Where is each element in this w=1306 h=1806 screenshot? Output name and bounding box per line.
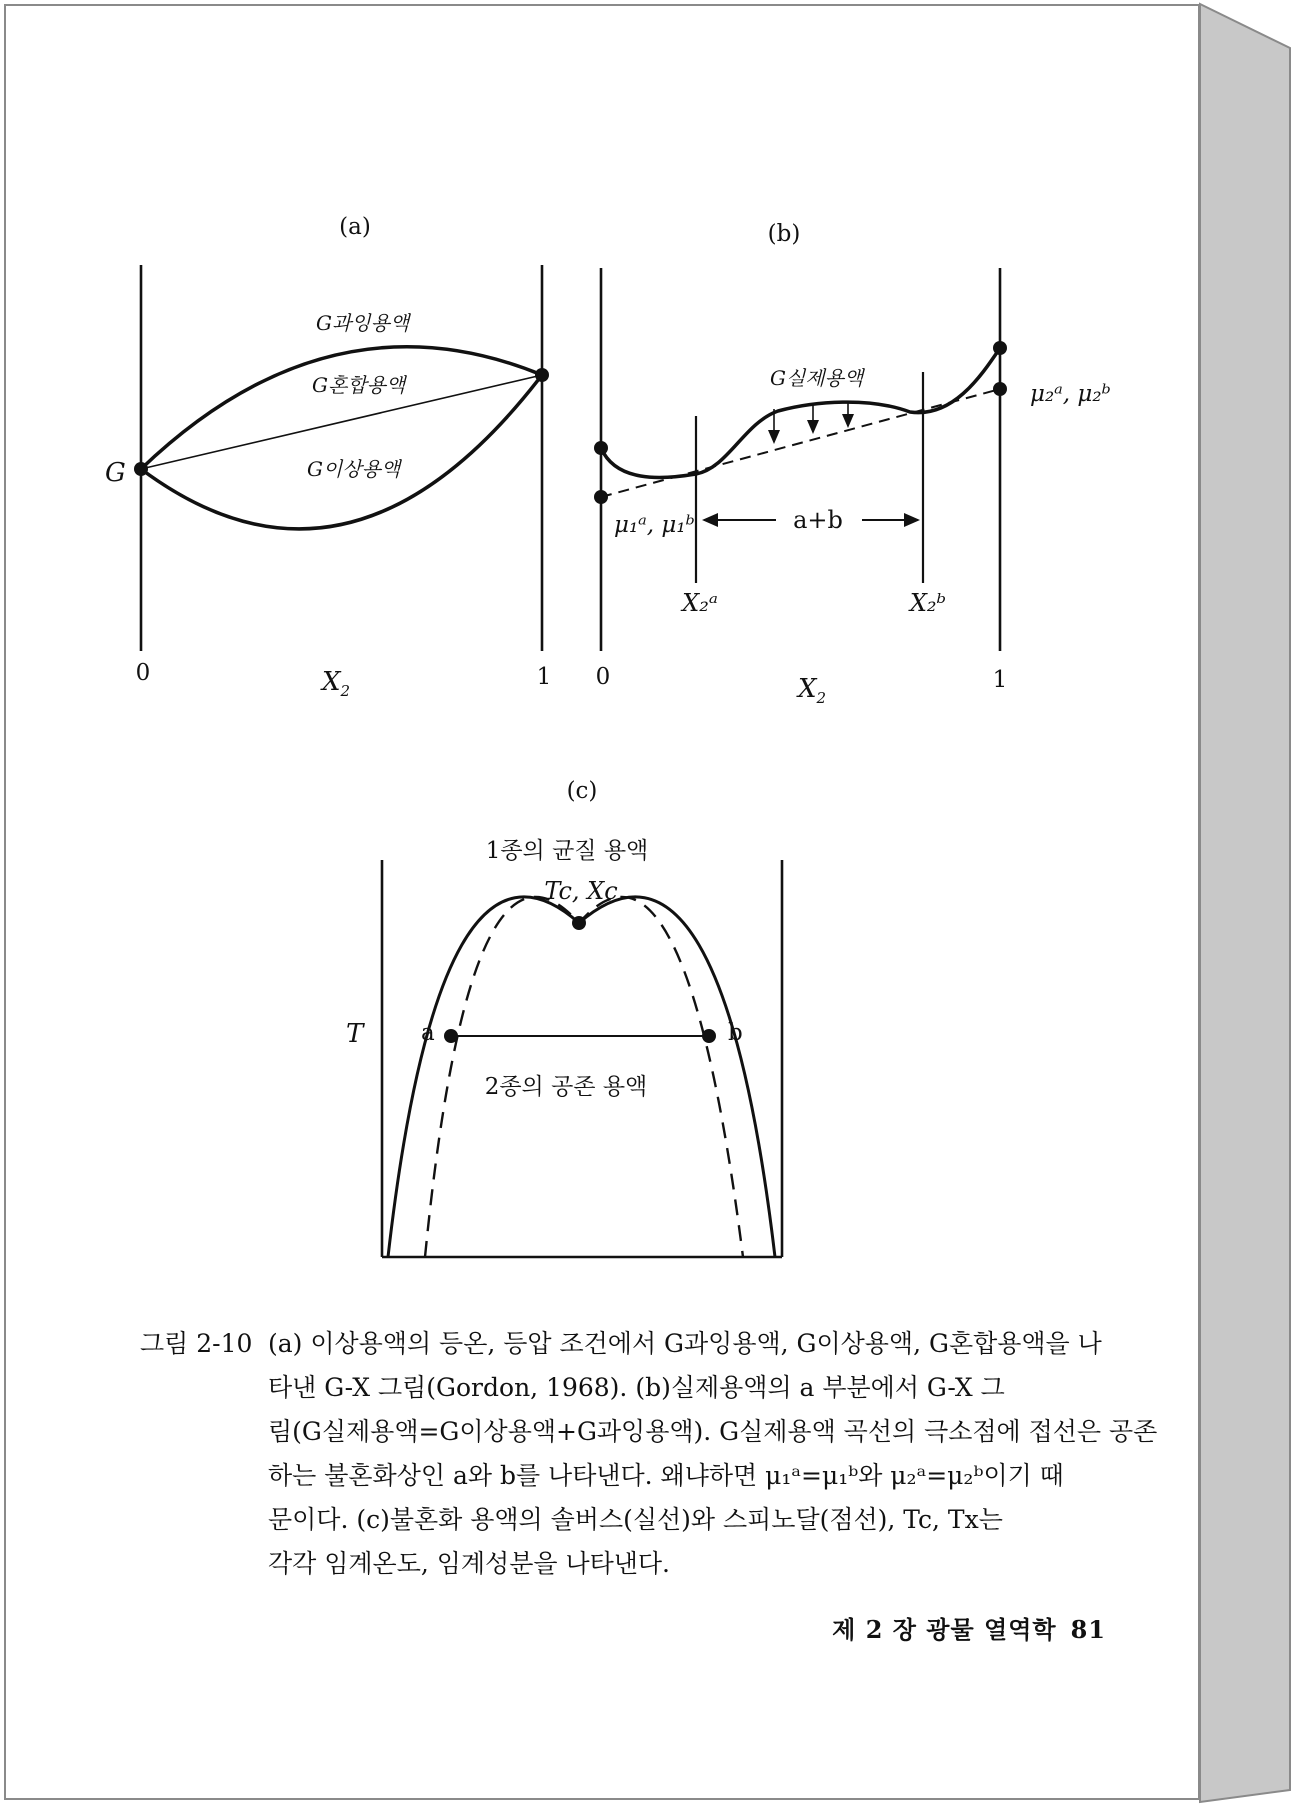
x-label-b-main: X <box>798 674 817 704</box>
arrow-3-head <box>842 414 854 428</box>
x-min-b: 0 <box>595 664 611 690</box>
arrow-1-head <box>768 430 780 444</box>
page-edge <box>1200 4 1290 1802</box>
x-max-a: 1 <box>536 664 552 690</box>
panel-b <box>594 221 1111 707</box>
caption-line-6: 각각 임계온도, 임계성분을 나타낸다. <box>268 1549 670 1578</box>
x-label-a <box>320 667 350 700</box>
label-point-a: a <box>421 1020 435 1046</box>
point-left <box>134 462 148 476</box>
point-b <box>702 1029 716 1043</box>
arrows-down <box>768 401 854 444</box>
point-critical <box>572 916 586 930</box>
caption-tag: 그림 2-10 <box>140 1329 253 1358</box>
chapter-title: 제 2 장 광물 열역학 <box>832 1615 1057 1644</box>
curve-excess <box>141 347 542 469</box>
label-inner-region: 2종의 공존 용액 <box>484 1074 648 1100</box>
label-point-b: b <box>728 1020 743 1046</box>
label-mu-left: μ₁ᵃ, μ₁ᵇ <box>614 512 695 538</box>
y-label-t: T <box>346 1019 364 1049</box>
panel-a-label: (a) <box>339 214 371 240</box>
point-a <box>444 1029 458 1043</box>
point-right <box>535 368 549 382</box>
caption-line-4: 하는 불혼화상인 a와 b를 나타낸다. 왜냐하면 μ₁ᵃ=μ₁ᵇ와 μ₂ᵃ=μ₂ᵇ이기 때 <box>268 1461 1064 1490</box>
point-b-left-tangent <box>594 490 608 504</box>
label-mu-right: μ₂ᵃ, μ₂ᵇ <box>1030 381 1111 407</box>
panel-c-label: (c) <box>566 778 598 804</box>
page-number: 81 <box>1070 1615 1106 1644</box>
region-arrow-left-head <box>702 513 718 527</box>
caption-line-3: 림(G실제용액=G이상용액+G과잉용액). G실제용액 곡선의 극소점에 접선은 공존 <box>268 1417 1158 1446</box>
x-min-a: 0 <box>135 660 151 686</box>
x-label-a-sub: 2 <box>340 682 351 700</box>
point-b-right-curve <box>993 341 1007 355</box>
label-ideal: G이상용액 <box>307 457 401 481</box>
x-max-b: 1 <box>992 667 1008 693</box>
label-x2b: X₂ᵇ <box>909 589 947 617</box>
y-label-g: G <box>105 458 126 488</box>
label-top-region: 1종의 균질 용액 <box>485 838 649 864</box>
caption-line-1: (a) 이상용액의 등온, 등압 조건에서 G과잉용액, G이상용액, G혼합용액을 나 <box>268 1329 1102 1358</box>
label-critical: Tc, Xc <box>544 877 618 905</box>
label-excess: G과잉용액 <box>316 311 410 335</box>
curve-ideal <box>141 375 542 529</box>
label-real: G실제용액 <box>770 366 864 390</box>
page-footer <box>832 1610 1106 1645</box>
panel-a <box>105 214 551 700</box>
x-label-a-main: X <box>322 667 341 697</box>
caption-line-5: 문이다. (c)불혼화 용액의 솔버스(실선)와 스피노달(점선), Tc, Tx는 <box>268 1505 1003 1534</box>
region-arrow-right-head <box>904 513 920 527</box>
point-b-right-tangent <box>993 382 1007 396</box>
x-label-b <box>796 674 826 707</box>
point-b-left-curve <box>594 441 608 455</box>
arrow-2-head <box>807 420 819 434</box>
label-mixing: G혼합용액 <box>312 373 406 397</box>
label-region-ab: a+b <box>793 506 843 534</box>
x-label-b-sub: 2 <box>816 689 827 707</box>
panel-c <box>346 778 782 1257</box>
panel-b-label: (b) <box>767 221 801 247</box>
label-x2a: X₂ᵃ <box>682 589 718 617</box>
caption-line-2: 타낸 G-X 그림(Gordon, 1968). (b)실제용액의 a 부분에서 G-X 그 <box>268 1373 1005 1402</box>
